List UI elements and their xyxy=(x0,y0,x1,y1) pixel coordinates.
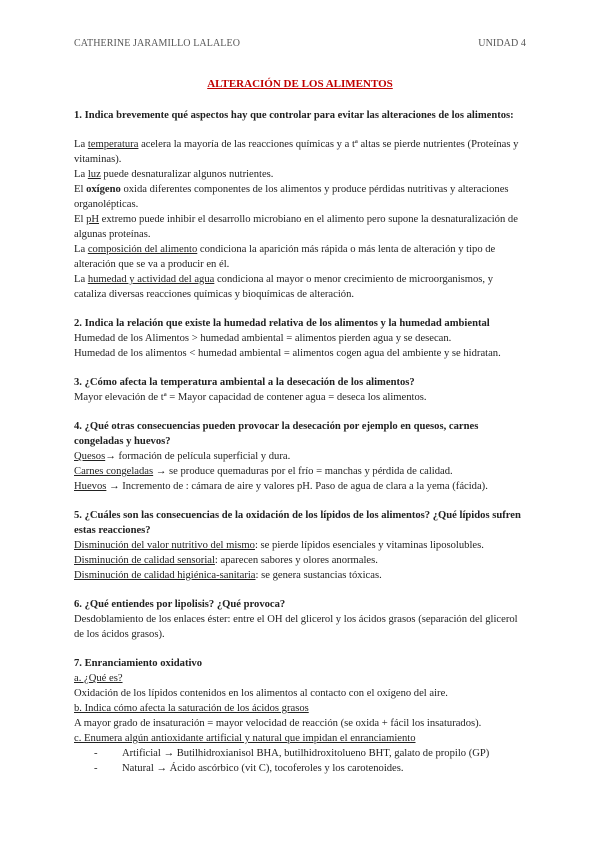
answer-4-carnes: Carnes congeladas → se produce quemaduras por el frío = manchas y pérdida de calidad. xyxy=(74,466,453,477)
section-7 xyxy=(74,656,526,776)
answer-4-huevos: Huevos → Incremento de : cámara de aire y valores pH. Paso de agua de clara a la yema (fácida). xyxy=(74,481,488,492)
question-1: 1. Indica brevemente qué aspectos hay que controlar para evitar las alteraciones de los alimentos: xyxy=(74,110,514,121)
header-author: CATHERINE JARAMILLO LALALEO xyxy=(74,38,241,49)
answer-1-humedad: La humedad y actividad del agua condiciona al mayor o menor crecimiento de microorganismos, y cataliza diversas reacciones químicas y bioquímicas de alteración. xyxy=(74,274,494,300)
question-4: 4. ¿Qué otras consecuencias pueden provocar la desecación por ejemplo en quesos, carnes congeladas y huevos? xyxy=(74,421,479,447)
answer-1-luz: La luz puede desnaturalizar algunos nutrientes. xyxy=(74,169,274,180)
list-item: - Artificial → Butilhidroxianisol BHA, butilhidroxitolueno BHT, galato de propilo (GP) xyxy=(94,748,490,759)
keyword-quesos: Quesos xyxy=(74,451,106,462)
list-item: - Natural → Ácido ascórbico (vit C), tocoferoles y los carotenoides. xyxy=(94,763,404,774)
answer-4-quesos: Quesos→ formación de película superficial y dura. xyxy=(74,451,291,462)
question-6: 6. ¿Qué entiendes por lipolisis? ¿Qué provoca? xyxy=(74,599,286,610)
document-title: ALTERACIÓN DE LOS ALIMENTOS xyxy=(207,78,393,90)
subquestion-7b: b. Indica cómo afecta la saturación de los ácidos grasos xyxy=(74,703,309,714)
keyword-oxigeno: oxígeno xyxy=(86,184,121,195)
section-5 xyxy=(74,508,526,583)
keyword-huevos: Huevos xyxy=(74,481,107,492)
section-3 xyxy=(74,375,526,405)
keyword-composicion: composición del alimento xyxy=(87,244,198,255)
keyword-humedad: humedad y actividad del agua xyxy=(87,274,215,285)
page-header xyxy=(74,36,526,51)
question-2: 2. Indica la relación que existe la humedad relativa de los alimentos y la humedad ambiental xyxy=(74,318,490,329)
dash-bullet: - xyxy=(94,763,98,774)
answer-7a: Oxidación de los lípidos contenidos en los alimentos al contacto con el oxígeno del aire. xyxy=(74,688,448,699)
answer-5-line-2: Disminución de calidad sensorial: aparecen sabores y olores anormales. xyxy=(74,555,378,566)
answer-6-line-1: Desdoblamiento de los enlaces éster: entre el OH del glicerol y los ácidos grasos (separación del glicerol de los ácidos grasos). xyxy=(74,614,518,640)
keyword-temperatura: temperatura xyxy=(87,139,139,150)
antioxidant-list xyxy=(74,746,526,776)
section-4 xyxy=(74,419,526,494)
answer-3-line-1: Mayor elevación de tª = Mayor capacidad de contener agua = deseca los alimentos. xyxy=(74,392,427,403)
section-2 xyxy=(74,316,526,361)
answer-7b: A mayor grado de insaturación = mayor velocidad de reacción (se oxida + fácil los insaturados). xyxy=(74,718,482,729)
answer-5-line-1: Disminución del valor nutritivo del mismo: se pierde lípidos esenciales y vitaminas liposolubles. xyxy=(74,540,484,551)
subquestion-7a: a. ¿Qué es? xyxy=(74,673,123,684)
keyword-calidad-higienica: Disminución de calidad higiénica-sanitaria xyxy=(74,570,256,581)
keyword-carnes-congeladas: Carnes congeladas xyxy=(74,466,154,477)
answer-1-temperatura: La temperatura acelera la mayoría de las reacciones químicas y a tª altas se pierde nutrientes (Proteínas y vitaminas). xyxy=(74,139,519,165)
subquestion-7c: c. Enumera algún antioxidante artificial y natural que impidan el enranciamiento xyxy=(74,733,416,744)
keyword-valor-nutritivo: Disminución del valor nutritivo del mismo xyxy=(74,540,255,551)
keyword-calidad-sensorial: Disminución de calidad sensorial xyxy=(74,555,215,566)
answer-1-oxigeno: El oxígeno oxida diferentes componentes de los alimentos y produce pérdidas nutritivas y alteraciones organolépticas. xyxy=(74,184,509,210)
dash-bullet: - xyxy=(94,748,98,759)
answer-2-line-2: Humedad de los alimentos < humedad ambiental = alimentos cogen agua del ambiente y se hidratan. xyxy=(74,348,501,359)
keyword-ph: pH xyxy=(86,214,100,225)
section-1 xyxy=(74,108,526,302)
header-unit: UNIDAD 4 xyxy=(478,38,526,49)
question-7: 7. Enranciamiento oxidativo xyxy=(74,658,203,669)
answer-1-ph: El pH extremo puede inhibir el desarrollo microbiano en el alimento pero supone la desnaturalización de algunas proteínas. xyxy=(74,214,518,240)
answer-5-line-3: Disminución de calidad higiénica-sanitaria: se genera sustancias tóxicas. xyxy=(74,570,382,581)
keyword-luz: luz xyxy=(87,169,101,180)
section-6 xyxy=(74,597,526,642)
answer-2-line-1: Humedad de los Alimentos > humedad ambiental = alimentos pierden agua y se desecan. xyxy=(74,333,452,344)
question-5: 5. ¿Cuáles son las consecuencias de la oxidación de los lípidos de los alimentos? ¿Qué lípidos sufren estas reacciones? xyxy=(74,510,521,536)
question-3: 3. ¿Cómo afecta la temperatura ambiental a la desecación de los alimentos? xyxy=(74,377,415,388)
answer-1-composicion: La composición del alimento condiciona la aparición más rápida o más lenta de alteración y tipo de alteración que se va a producir en él. xyxy=(74,244,496,270)
